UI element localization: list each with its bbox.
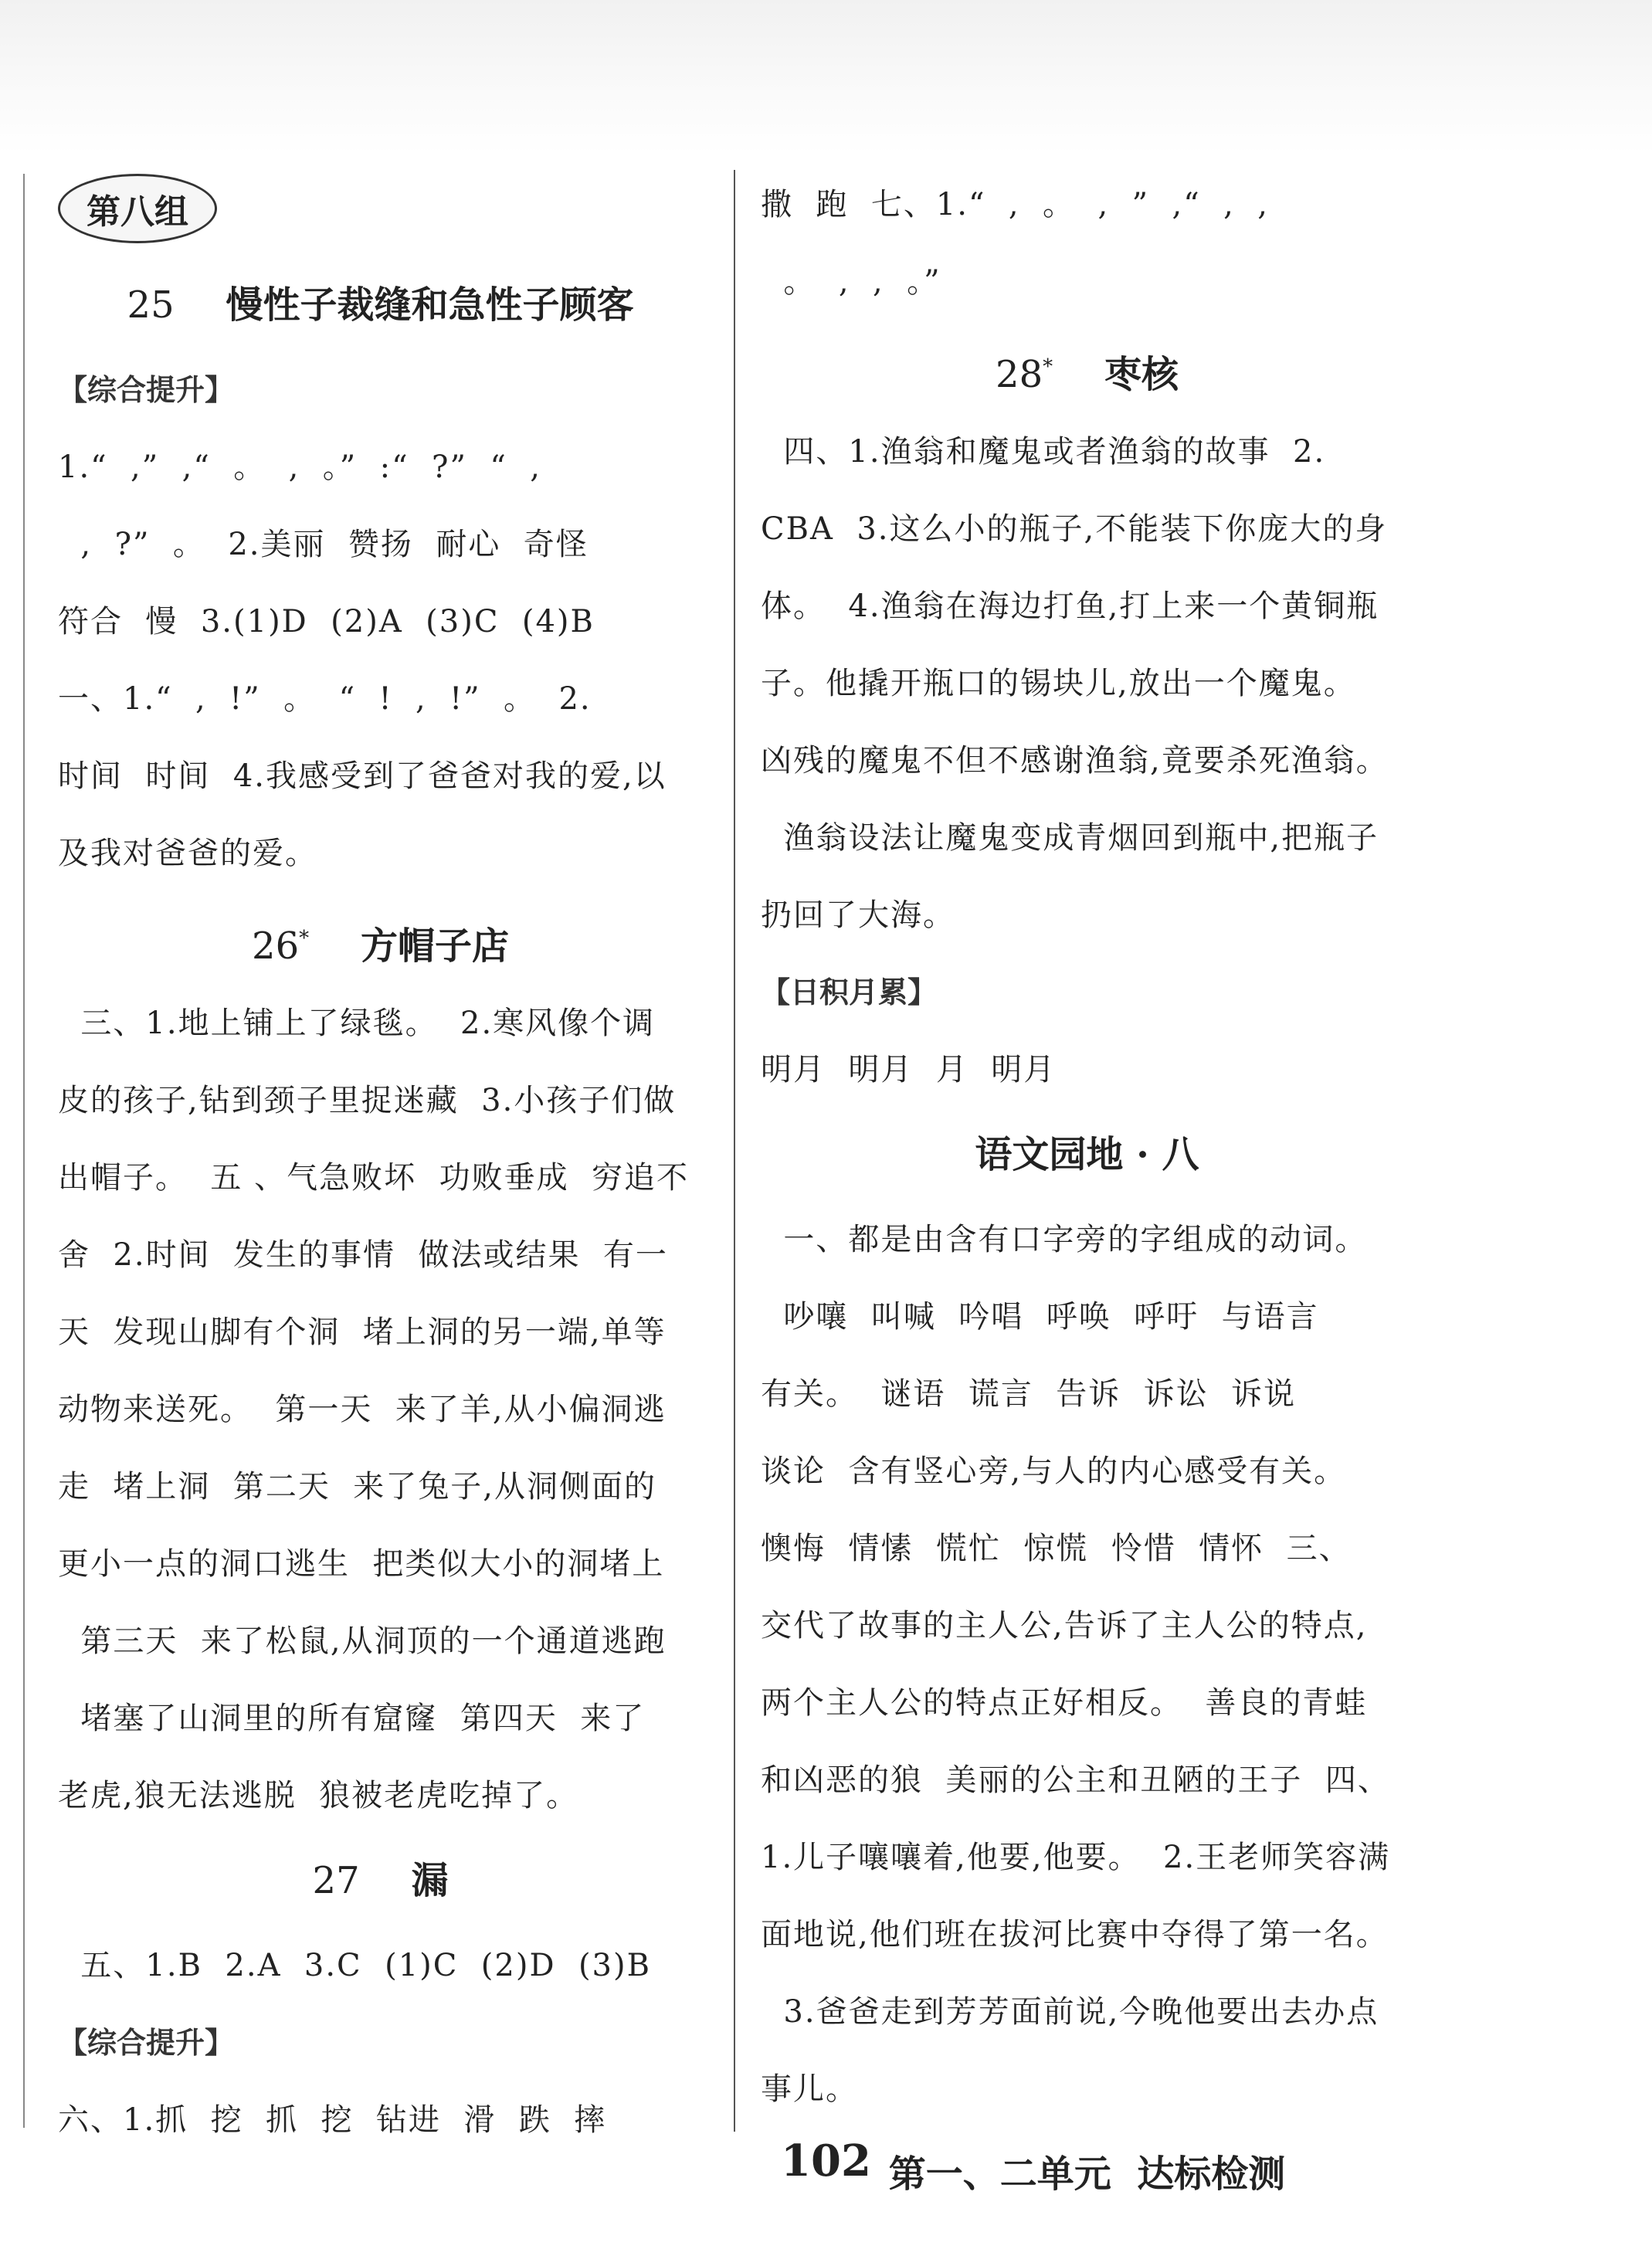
- answer-line: 天 发现山脚有个洞 堵上洞的另一端,单等: [58, 1315, 667, 1350]
- lesson-title: [761, 321, 1413, 413]
- lesson-number: 25: [127, 283, 175, 327]
- lesson-title-text: 慢性子裁缝和急性子顾客: [226, 283, 634, 327]
- lesson-title-text: 语文园地 · 八: [975, 1133, 1199, 1176]
- answer-line: 走 堵上洞 第二天 来了兔子,从洞侧面的: [58, 1469, 657, 1505]
- answer-line: 皮的孩子,钻到颈子里捉迷藏 3.小孩子们做: [58, 1083, 677, 1118]
- answer-line: 出帽子。 五 、气急败坏 功败垂成 穷追不: [58, 1160, 690, 1196]
- page-number: 102: [781, 2136, 871, 2186]
- optional-mark: *: [1043, 355, 1053, 378]
- answer-line: 3.爸爸走到芳芳面前说,今晚他要出去办点: [761, 1994, 1379, 2030]
- left-column: [58, 166, 703, 2159]
- lesson-title-text: 第一、二单元 达标检测: [888, 2153, 1286, 2196]
- answer-line: 体。 4.渔翁在海边打鱼,打上来一个黄铜瓶: [761, 589, 1379, 624]
- answer-line: 一、都是由含有口字旁的字组成的动词。: [761, 1222, 1368, 1257]
- answer-line: , ?” 。 2.美丽 赞扬 耐心 奇怪: [58, 527, 589, 562]
- answer-line: 和凶恶的狼 美丽的公主和丑陋的王子 四、: [761, 1762, 1390, 1798]
- answer-line: 有关。 谜语 谎言 告诉 诉讼 诉说: [761, 1376, 1297, 1412]
- answer-line: 交代了故事的主人公,告诉了主人公的特点,: [761, 1608, 1368, 1644]
- lesson-title: [58, 892, 703, 985]
- answer-line: 1.儿子嚷嚷着,他要,他要。 2.王老师笑容满: [761, 1840, 1391, 1875]
- answer-line: 谈论 含有竖心旁,与人的内心感受有关。: [761, 1454, 1347, 1489]
- page-header-band: [0, 0, 1652, 154]
- section-heading: 【综合提升】: [58, 2026, 235, 2060]
- lesson-title: [58, 1834, 703, 1927]
- answer-line: 舍 2.时间 发生的事情 做法或结果 有一: [58, 1237, 668, 1273]
- answer-line: 事儿。: [761, 2071, 858, 2107]
- lesson-number: 26: [252, 924, 300, 968]
- answer-line: 三、1.地上铺上了绿毯。 2.寒风像个调: [58, 1006, 656, 1041]
- answer-line: 一、1.“ , !” 。 “ ! , !” 。 2.: [58, 681, 592, 717]
- answer-line: 面地说,他们班在拔河比赛中夺得了第一名。: [761, 1917, 1389, 1952]
- column-divider: [734, 170, 735, 2132]
- left-margin-rule: [23, 174, 25, 2128]
- answer-line: CBA 3.这么小的瓶子,不能装下你庞大的身: [761, 511, 1388, 547]
- group-badge: 第八组: [58, 174, 217, 243]
- answer-line: 六、1.抓 挖 抓 挖 钻进 滑 跌 摔: [58, 2102, 607, 2138]
- answer-line: 懊悔 情愫 慌忙 惊慌 怜惜 情怀 三、: [761, 1531, 1352, 1566]
- section-heading: 【综合提升】: [58, 373, 235, 407]
- answer-line: 子。他撬开瓶口的锡块儿,放出一个魔鬼。: [761, 666, 1356, 701]
- answer-line: 堵塞了山洞里的所有窟窿 第四天 来了: [58, 1701, 646, 1736]
- right-column: [761, 166, 1413, 2220]
- answer-line: 明月 明月 月 明月: [761, 1052, 1057, 1087]
- lesson-title: [761, 1108, 1413, 1201]
- answer-line: 及我对爸爸的爱。: [58, 836, 317, 871]
- answer-line: 两个主人公的特点正好相反。 善良的青蛙: [761, 1685, 1368, 1721]
- lesson-title-text: 漏: [411, 1859, 449, 1902]
- lesson-title-text: 方帽子店: [360, 924, 509, 968]
- answer-line: 吵嚷 叫喊 吟唱 呼唤 呼吁 与语言: [761, 1299, 1319, 1335]
- answer-line: 渔翁设法让魔鬼变成青烟回到瓶中,把瓶子: [761, 820, 1379, 856]
- optional-mark: *: [299, 927, 310, 950]
- answer-line: 老虎,狼无法逃脱 狼被老虎吃掉了。: [58, 1778, 579, 1813]
- answer-line: 凶残的魔鬼不但不感谢渔翁,竟要杀死渔翁。: [761, 743, 1389, 779]
- answer-line: 扔回了大海。: [761, 897, 955, 933]
- answer-line: 第三天 来了松鼠,从洞顶的一个通道逃跑: [58, 1623, 667, 1659]
- answer-line: 符合 慢 3.(1)D (2)A (3)C (4)B: [58, 604, 595, 639]
- lesson-number: 27: [312, 1859, 360, 1902]
- answer-line: 。 , , 。”: [761, 264, 941, 300]
- answer-line: 五、1.B 2.A 3.C (1)C (2)D (3)B: [58, 1948, 652, 1983]
- answer-line: 时间 时间 4.我感受到了爸爸对我的爱,以: [58, 758, 667, 794]
- answer-line: 四、1.渔翁和魔鬼或者渔翁的故事 2.: [761, 434, 1326, 470]
- answer-line: 更小一点的洞口逃生 把类似大小的洞堵上: [58, 1546, 665, 1582]
- answer-line: 撒 跑 七、1.“ , 。 , ” ,“ , ,: [761, 187, 1269, 222]
- answer-line: 动物来送死。 第一天 来了羊,从小偏洞逃: [58, 1392, 667, 1427]
- answer-line: 1.“ ,” ,“ 。 , 。” :“ ?” “ ,: [58, 450, 541, 485]
- lesson-number: 28: [996, 353, 1043, 396]
- section-heading: 【日积月累】: [761, 975, 938, 1009]
- lesson-title-text: 枣核: [1104, 353, 1179, 396]
- lesson-title: [58, 259, 703, 351]
